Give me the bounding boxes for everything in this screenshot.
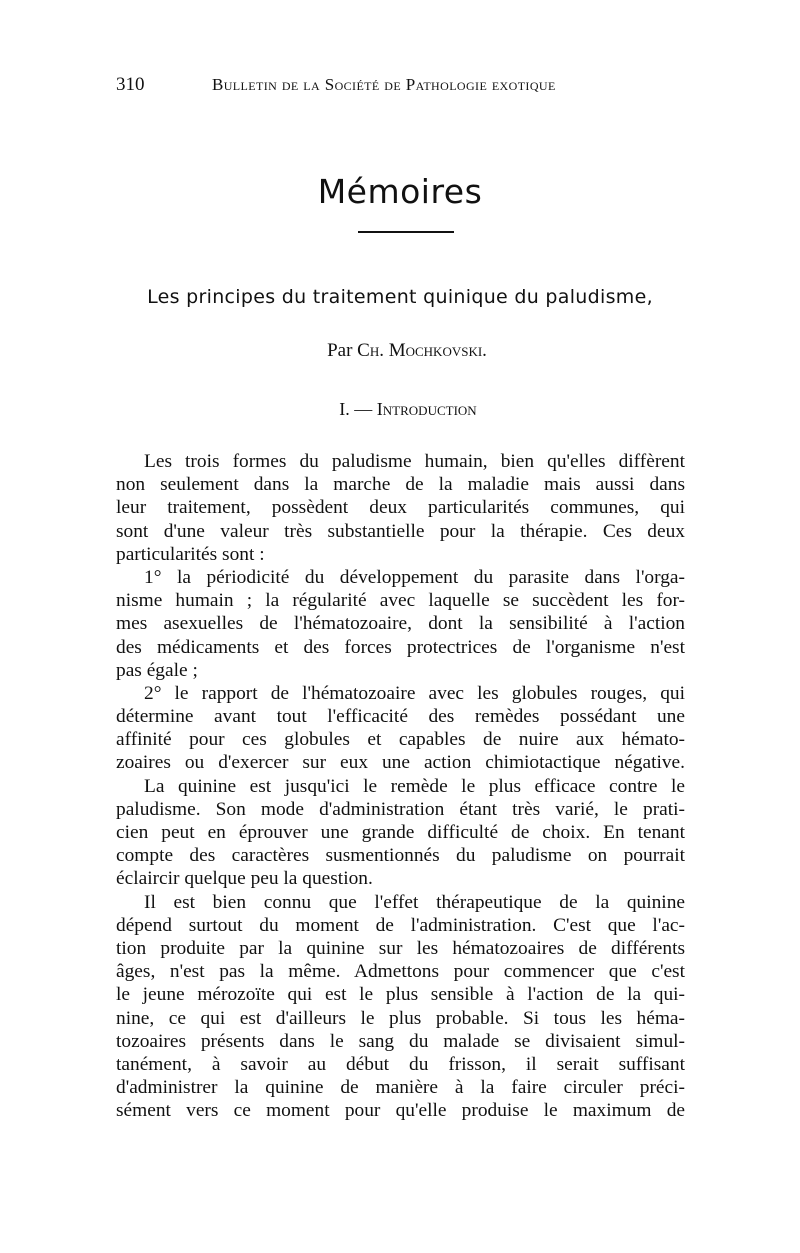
article-title: Les principes du traitement quinique du paludisme,: [147, 286, 653, 308]
body-line: 1° la périodicité du développement du parasite dans l'orga-: [144, 566, 685, 588]
subsection-heading: [0, 399, 800, 420]
body-line: 2° le rapport de l'hématozoaire avec les globules rouges, qui: [144, 682, 685, 704]
author-name: Ch. Mochkovski.: [357, 340, 487, 361]
body-line: tanément, à savoir au début du frisson, il serait suffisant: [116, 1053, 685, 1075]
body-line: des médicaments et des forces protectrices de l'organisme n'est: [116, 636, 685, 658]
section-heading: Mémoires: [317, 172, 483, 211]
body-line: sément vers ce moment pour qu'elle produise le maximum de: [116, 1100, 685, 1122]
body-line: dépend surtout du moment de l'administration. C'est que l'ac-: [116, 914, 685, 936]
body-line: Il est bien connu que l'effet thérapeutique de la quinine: [144, 891, 685, 913]
body-line: mes asexuelles de l'hématozoaire, dont la sensibilité à l'action: [116, 613, 685, 635]
body-line: cien peut en éprouver une grande difficulté de choix. En tenant: [116, 822, 685, 843]
subsection-title: Introduction: [376, 399, 477, 419]
byline-prefix: Par: [327, 340, 353, 361]
body-line: d'administrer la quinine de manière à la faire circuler préci-: [116, 1077, 685, 1099]
body-line: particularités sont :: [116, 543, 265, 565]
body-line: âges, n'est pas la même. Admettons pour commencer que c'est: [116, 961, 685, 983]
body-line: pas égale ;: [116, 659, 198, 681]
body-line: nisme humain ; la régularité avec laquelle se succèdent les for-: [116, 590, 685, 612]
byline: [0, 340, 800, 362]
body-line: tion produite par la quinine sur les hématozoaires de différents: [116, 937, 685, 959]
body-line: paludisme. Son mode d'administration étant très varié, le prati-: [116, 798, 685, 820]
body-line: éclaircir quelque peu la question.: [116, 868, 373, 890]
body-line: tozoaires présents dans le sang du malade se divisaient simul-: [116, 1030, 685, 1052]
body-text: [116, 450, 685, 1122]
body-line: affinité pour ces globules et capables de nuire aux hémato-: [116, 729, 685, 751]
subsection-number: I. —: [339, 399, 373, 419]
body-line: nine, ce qui est d'ailleurs le plus probable. Si tous les héma-: [116, 1007, 685, 1029]
running-head: [116, 74, 686, 104]
body-line: Les trois formes du paludisme humain, bien qu'elles diffèrent: [144, 451, 685, 472]
journal-title: Bulletin de la Société de Pathologie exotique: [212, 75, 556, 94]
body-line: compte des caractères susmentionnés du paludisme on pourrait: [116, 845, 685, 867]
body-line: leur traitement, possèdent deux particularités communes, qui: [116, 497, 685, 519]
body-line: zoaires ou d'exercer sur eux une action chimiotactique négative.: [116, 752, 685, 774]
body-line: sont d'une valeur très substantielle pour la thérapie. Ces deux: [116, 520, 685, 542]
body-line: détermine avant tout l'efficacité des remèdes possédant une: [116, 706, 685, 728]
page-number: 310: [116, 74, 145, 95]
title-rule: [358, 231, 454, 233]
body-line: le jeune mérozoïte qui est le plus sensible à l'action de la qui-: [116, 984, 685, 1006]
body-line: La quinine est jusqu'ici le remède le plus efficace contre le: [144, 775, 685, 797]
body-line: non seulement dans la marche de la maladie mais aussi dans: [116, 474, 685, 496]
